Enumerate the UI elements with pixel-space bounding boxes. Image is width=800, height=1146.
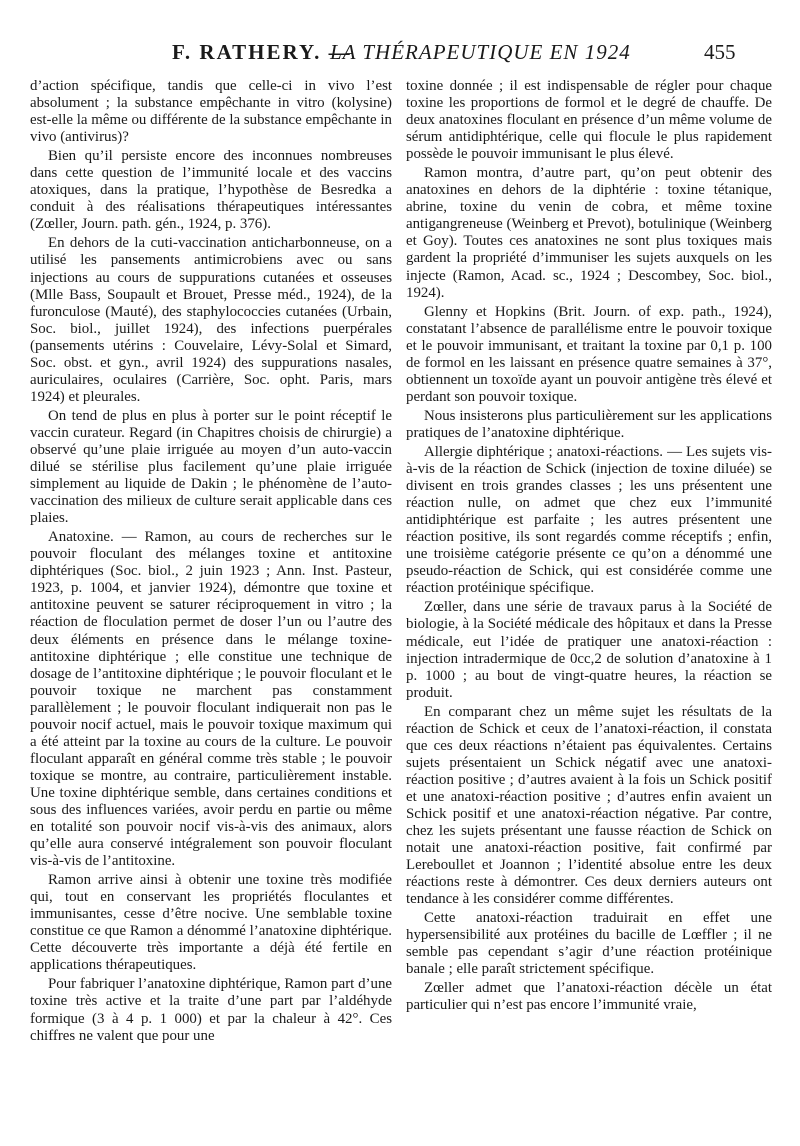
paragraph: Cette anatoxi-réaction traduirait en effet une hypersensibilité aux protéines du bacille de Lœffler ; il ne semble pas cependant s’agir d’une réaction protéinique banale ; elle paraît strictement spécifique.	[406, 910, 772, 978]
paragraph: Glenny et Hopkins (Brit. Journ. of exp. path., 1924), constatant l’absence de parallélisme entre le pouvoir toxique et le pouvoir immunisant, et traitant la toxine par 0,1 p. 100 de formol en les laissant en présence quatre semaines à 37°, obtiennent un toxoïde ayant un pouvoir antigène très élevé et perdant son pouvoir toxique.	[406, 303, 772, 405]
paragraph: Ramon arrive ainsi à obtenir une toxine très modifiée qui, tout en conservant les propriétés floculantes et immunisantes, cesse d’être nocive. Une semblable toxine constitue ce que Ramon a dénommé l’anatoxine diphtérique. Cette découverte très importante a déjà été fertile en applications thérapeutiques.	[30, 872, 392, 974]
paragraph: Zœller admet que l’anatoxi-réaction décèle un état particulier qui n’est pas encore l’immunité vraie,	[406, 980, 772, 1014]
paragraph: Nous insisterons plus particulièrement sur les applications pratiques de l’anatoxine diphtérique.	[406, 407, 772, 441]
paragraph: Anatoxine. — Ramon, au cours de recherches sur le pouvoir floculant des mélanges toxine et antitoxine diphtériques (Soc. biol., 2 juin 1923 ; Ann. Inst. Pasteur, 1923, p. 1004, et janvier 1924), démontre que toxine et antitoxine peuvent se saturer réciproquement in vitro ; la réaction de floculation permet de doser l’un ou l’autre des deux éléments en présence dans le mélange toxine-antitoxine diphtérique ; elle constitue une technique de dosage de l’antitoxine diphtérique ; le pouvoir floculant et le pouvoir toxique ne marchent pas constamment parallèlement ; le pouvoir floculant indiquerait non pas le pouvoir nocif actuel, mais le pouvoir toxique maximum qui a été atteint par la toxine au cours de la culture. Le pouvoir floculant apparaît en général comme très stable ; le pouvoir toxique se montre, au contraire, particulièrement instable. Une toxine diphtérique semble, dans certaines conditions et sous des influences variées, avoir perdu en partie ou même en totalité son pouvoir nocif vis-à-vis des animaux, alors qu’elle aura conservé intégralement son pouvoir floculant vis-à-vis de l’antitoxine.	[30, 529, 392, 870]
page-number: 455	[704, 40, 736, 64]
paragraph: d’action spécifique, tandis que celle-ci in vivo l’est absolument ; la substance empêchante in vitro (kolysine) est-elle la même ou différente de la substance empêchante in vivo (antivirus)?	[30, 78, 392, 146]
paragraph: En comparant chez un même sujet les résultats de la réaction de Schick et ceux de l’anatoxi-réaction, il constata que ces deux réactions n’étaient pas équivalentes. Certains sujets présentaient un Schick négatif avec une anatoxi-réaction positive ; d’autres avaient à la fois un Schick positif et une anatoxi-réaction positive ; d’autres enfin avaient un Schick positif et une anatoxi-réaction négative. Par contre, chez les sujets présentant une fausse réaction de Schick on notait une anatoxi-réaction positive, fait confirmé par Lereboullet et Joannon ; l’identité absolue entre les deux réactions reste à démontrer. Ces deux derniers auteurs ont tendance à les considérer comme différentes.	[406, 703, 772, 908]
paragraph: On tend de plus en plus à porter sur le point réceptif le vaccin curateur. Regard (in Chapitres choisis de chirurgie) a observé qu’une plaie irriguée au moyen d’un auto-vaccin dilué se stérilise plus facilement qu’une plaie irriguée simplement au liquide de Dakin ; le phénomène de l’auto-vaccination des milieux de culture serait applicable dans ces plaies.	[30, 407, 392, 527]
paragraph: Zœller, dans une série de travaux parus à la Société de biologie, à la Société médicale des hôpitaux et dans la Presse médicale, eut l’idée de pratiquer une anatoxi-réaction : injection intradermique de 0cc,2 de solution d’anatoxine à 1 p. 1000 ; au bout de vingt-quatre heures, la réaction se produit.	[406, 599, 772, 701]
running-header	[0, 40, 800, 70]
right-column	[406, 78, 772, 1017]
paragraph: toxine donnée ; il est indispensable de régler pour chaque toxine les proportions de formol et le degré de chauffe. De deux anatoxines floculant en présence d’un même volume de sérum antidiphtérique, celle qui flocule le plus rapidement possède le pouvoir immunisant le plus élevé.	[406, 78, 772, 163]
paragraph: Allergie diphtérique ; anatoxi-réactions. — Les sujets vis-à-vis de la réaction de Schick (injection de toxine diluée) se divisent en trois grandes classes ; les uns présentent une réaction nulle, on admet que chez eux l’immunité antidiphtérique est parfaite ; les autres présentent une réaction positive, ils sont regardés comme réceptifs ; enfin, une troisième catégorie présente ce qu’on a dénommé une pseudo-réaction de Schick, qui est considérée comme une réaction protéinique spécifique.	[406, 443, 772, 597]
paragraph: Pour fabriquer l’anatoxine diphtérique, Ramon part d’une toxine très active et la traite d’une part par l’aldéhyde formique (3 à 4 p. 1 000) et par la chaleur à 42°. Ces chiffres ne valent que pour une	[30, 976, 392, 1044]
header-title: LA THÉRAPEUTIQUE EN 1924	[330, 40, 631, 64]
left-column	[30, 78, 392, 1047]
paragraph: En dehors de la cuti-vaccination anticharbonneuse, on a utilisé les pansements antimicrobiens avec ou sans injections au cours de suppurations cutanées et osseuses (Mlle Bass, Soupault et Brouet, Presse méd., 1924), de la furonculose (Mauté), des staphylococcies cutanées (Urbain, Soc. biol., juillet 1924), des infections puerpérales (pansements utérins : Couvelaire, Lévy-Solal et Simard, Soc. obst. et gyn., avril 1924) des suppurations nasales, auriculaires, oculaires (Carrière, Soc. opht. Paris, mars 1924) et pleurales.	[30, 235, 392, 405]
header-author: F. RATHERY. —	[172, 40, 352, 64]
paragraph: Bien qu’il persiste encore des inconnues nombreuses dans cette question de l’immunité locale et des vaccins atoxiques, dans la pratique, l’hypothèse de Besredka a conduit à des réalisations thérapeutiques intéressantes (Zœller, Journ. path. gén., 1924, p. 376).	[30, 148, 392, 233]
paragraph: Ramon montra, d’autre part, qu’on peut obtenir des anatoxines en dehors de la diphtérie : toxine tétanique, abrine, toxine du venin de cobra, et même toxine antigangreneuse (Weinberg et Prevot), botulinique (Weinberg et Goy). Toutes ces anatoxines ne sont plus toxiques mais gardent la propriété d’immuniser les sujets auxquels on les injecte (Ramon, Acad. sc., 1924 ; Descombey, Soc. biol., 1924).	[406, 165, 772, 301]
